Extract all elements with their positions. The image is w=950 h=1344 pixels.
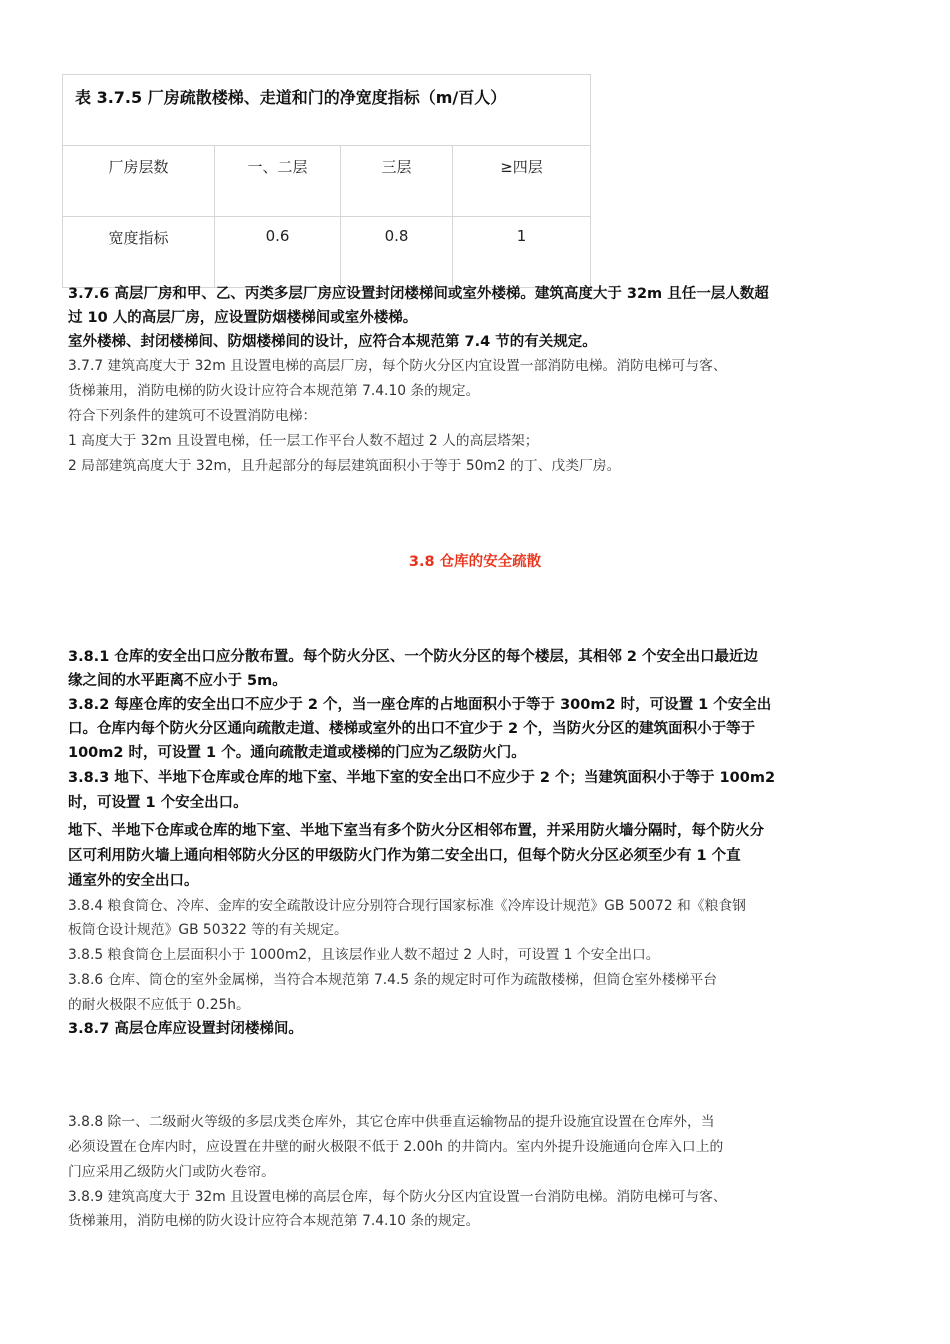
table-cell: 0.6 bbox=[215, 217, 341, 288]
text-line: 3.7.7 建筑高度大于 32m 且设置电梯的高层厂房，每个防火分区内宜设置一部消防电梯。消防电梯可与客、 bbox=[68, 358, 727, 374]
section-heading: 3.8 仓库的安全疏散 bbox=[408, 554, 542, 570]
text-line: 货梯兼用，消防电梯的防火设计应符合本规范第 7.4.10 条的规定。 bbox=[68, 383, 480, 399]
text-line: 货梯兼用，消防电梯的防火设计应符合本规范第 7.4.10 条的规定。 bbox=[68, 1213, 480, 1229]
text-line: 口。仓库内每个防火分区通向疏散走道、楼梯或室外的出口不宜少于 2 个，当防火分区的建筑面积小于等于 bbox=[68, 721, 756, 737]
table-caption: 表 3.7.5 厂房疏散楼梯、走道和门的净宽度指标（m/百人） bbox=[63, 75, 591, 146]
width-index-table bbox=[62, 74, 591, 288]
text-line: 3.8.9 建筑高度大于 32m 且设置电梯的高层仓库，每个防火分区内宜设置一台消防电梯。消防电梯可与客、 bbox=[68, 1189, 727, 1205]
text-line: 3.8.7 高层仓库应设置封闭楼梯间。 bbox=[68, 1021, 303, 1037]
table-cell: 1 bbox=[453, 217, 591, 288]
text-line: 门应采用乙级防火门或防火卷帘。 bbox=[68, 1164, 275, 1180]
table-header-cell: ≥四层 bbox=[453, 146, 591, 217]
table-header-cell: 三层 bbox=[341, 146, 453, 217]
table-cell: 宽度指标 bbox=[63, 217, 215, 288]
text-line: 3.7.6 高层厂房和甲、乙、丙类多层厂房应设置封闭楼梯间或室外楼梯。建筑高度大于 32m 且任一层人数超 bbox=[68, 286, 769, 302]
text-line: 3.8.6 仓库、筒仓的室外金属梯，当符合本规范第 7.4.5 条的规定时可作为疏散楼梯，但筒仓室外楼梯平台 bbox=[68, 972, 718, 988]
text-line: 3.8.4 粮食筒仓、冷库、金库的安全疏散设计应分别符合现行国家标准《冷库设计规范》GB 50072 和《粮食钢 bbox=[68, 898, 746, 914]
text-line: 室外楼梯、封闭楼梯间、防烟楼梯间的设计，应符合本规范第 7.4 节的有关规定。 bbox=[68, 334, 597, 350]
text-line: 缘之间的水平距离不应小于 5m。 bbox=[68, 673, 287, 689]
text-line: 2 局部建筑高度大于 32m，且升起部分的每层建筑面积小于等于 50m2 的丁、戊类厂房。 bbox=[68, 458, 621, 474]
text-line: 区可利用防火墙上通向相邻防火分区的甲级防火门作为第二安全出口，但每个防火分区必须至少有 1 个直 bbox=[68, 848, 741, 864]
text-line: 3.8.5 粮食筒仓上层面积小于 1000m2，且该层作业人数不超过 2 人时，可设置 1 个安全出口。 bbox=[68, 947, 660, 963]
text-line: 时，可设置 1 个安全出口。 bbox=[68, 795, 248, 811]
text-line: 3.8.2 每座仓库的安全出口不应少于 2 个，当一座仓库的占地面积小于等于 300m2 时，可设置 1 个安全出 bbox=[68, 697, 772, 713]
table-header-cell: 厂房层数 bbox=[63, 146, 215, 217]
text-line: 过 10 人的高层厂房，应设置防烟楼梯间或室外楼梯。 bbox=[68, 310, 418, 326]
text-line: 地下、半地下仓库或仓库的地下室、半地下室当有多个防火分区相邻布置，并采用防火墙分隔时，每个防火分 bbox=[68, 823, 764, 839]
text-line: 1 高度大于 32m 且设置电梯，任一层工作平台人数不超过 2 人的高层塔架； bbox=[68, 433, 539, 449]
text-line: 3.8.3 地下、半地下仓库或仓库的地下室、半地下室的安全出口不应少于 2 个；当建筑面积小于等于 100m2 bbox=[68, 770, 776, 786]
text-line: 符合下列条件的建筑可不设置消防电梯： bbox=[68, 408, 317, 424]
table-header-cell: 一、二层 bbox=[215, 146, 341, 217]
text-line: 的耐火极限不应低于 0.25h。 bbox=[68, 997, 250, 1013]
table-cell: 0.8 bbox=[341, 217, 453, 288]
text-line: 3.8.1 仓库的安全出口应分散布置。每个防火分区、一个防火分区的每个楼层，其相邻 2 个安全出口最近边 bbox=[68, 649, 759, 665]
text-line: 100m2 时，可设置 1 个。通向疏散走道或楼梯的门应为乙级防火门。 bbox=[68, 745, 526, 761]
text-line: 必须设置在仓库内时，应设置在井壁的耐火极限不低于 2.00h 的井筒内。室内外提升设施通向仓库入口上的 bbox=[68, 1139, 724, 1155]
text-line: 通室外的安全出口。 bbox=[68, 873, 199, 889]
text-line: 板筒仓设计规范》GB 50322 等的有关规定。 bbox=[68, 922, 348, 938]
text-line: 3.8.8 除一、二级耐火等级的多层戊类仓库外，其它仓库中供垂直运输物品的提升设施宜设置在仓库外，当 bbox=[68, 1114, 715, 1130]
